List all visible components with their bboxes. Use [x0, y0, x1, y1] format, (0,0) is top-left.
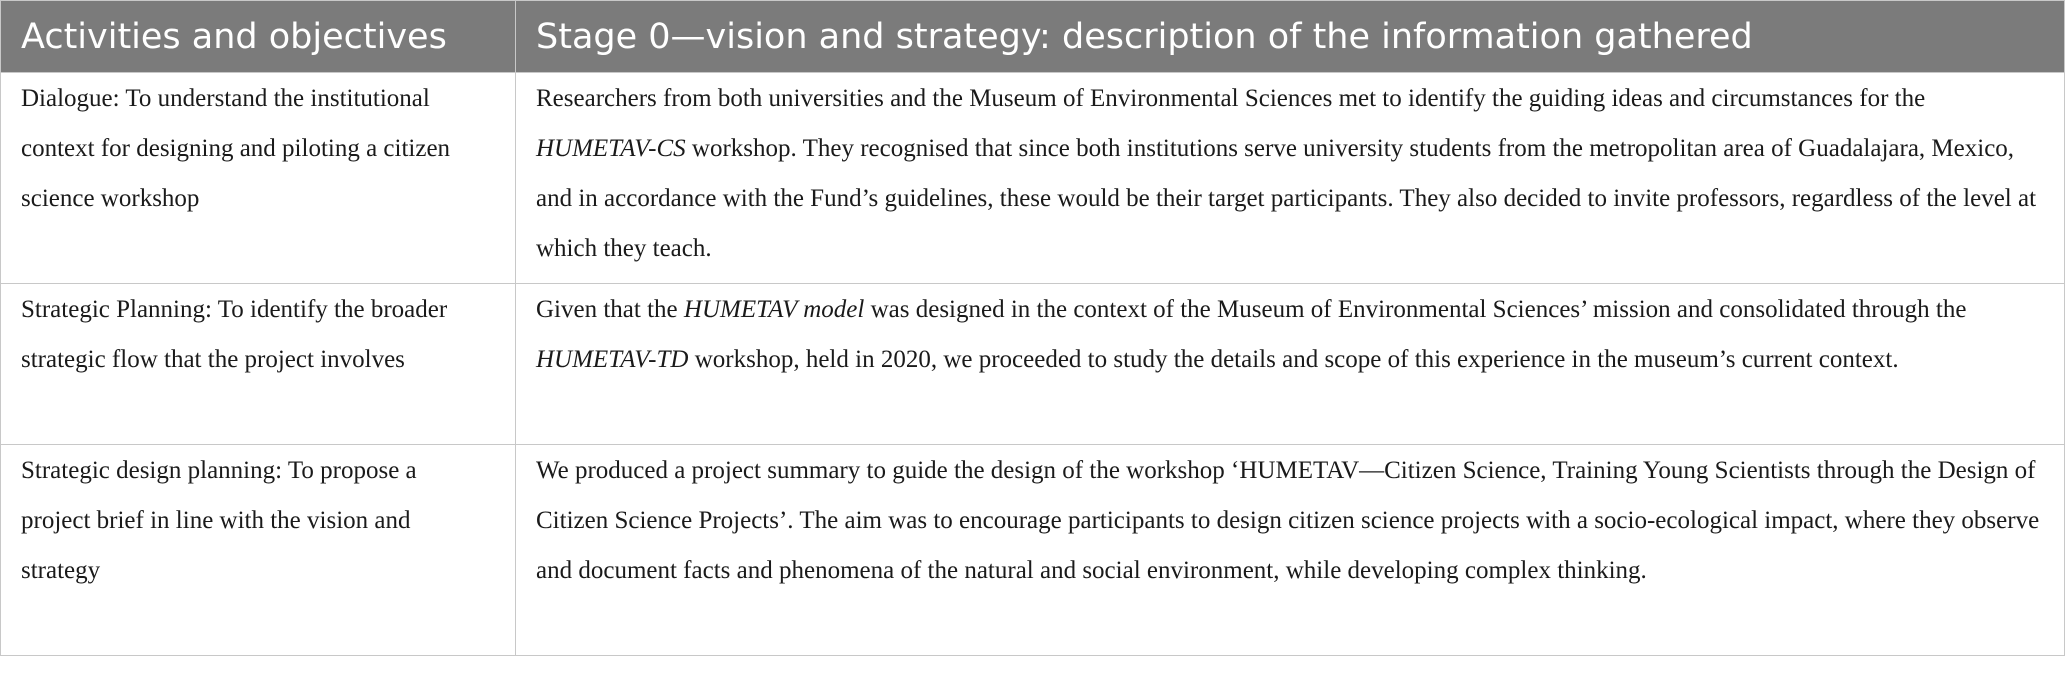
description-text: workshop. They recognised that since both institutions serve university students from the metropolitan area of Guadalajara, Mexico, and in accordance with the Fund’s guidelines, these would be their target participants. They also decided to invite professors, regardless of the level at which they teach.: [536, 135, 2037, 262]
description-cell: [516, 284, 2065, 445]
description-text: Researchers from both universities and the Museum of Environmental Sciences met to identify the guiding ideas and circumstances for the: [536, 85, 1926, 112]
workshop-name: HUMETAV-CS: [536, 135, 686, 162]
description-text: was designed in the context of the Museum of Environmental Sciences’ mission and consolidated through the: [864, 296, 1967, 323]
table-body: [1, 73, 2065, 656]
header-row: [1, 1, 2065, 73]
table-row: [1, 73, 2065, 284]
description-text: Given that the: [536, 296, 684, 323]
description-text: workshop, held in 2020, we proceeded to study the details and scope of this experience in the museum’s current context.: [688, 346, 1899, 373]
activity-cell: Strategic design planning: To propose a project brief in line with the vision and strategy: [1, 445, 516, 656]
activity-cell: Dialogue: To understand the institutional context for designing and piloting a citizen science workshop: [1, 73, 516, 284]
description-text: We produced a project summary to guide the design of the workshop ‘HUMETAV—Citizen Science, Training Young Scientists through the Design of Citizen Science Projects’. The aim was to encourage participants to design citizen science projects with a socio-ecological impact, where they observe and document facts and phenomena of the natural and social environment, while developing complex thinking.: [536, 457, 2040, 584]
table-header: [1, 1, 2065, 73]
description-cell: [516, 73, 2065, 284]
table-row: [1, 445, 2065, 656]
workshop-name: HUMETAV-TD: [536, 346, 689, 373]
activity-cell: Strategic Planning: To identify the broader strategic flow that the project involves: [1, 284, 516, 445]
model-name: HUMETAV model: [683, 296, 865, 323]
header-stage0-description: Stage 0—vision and strategy: description of the information gathered: [516, 1, 2065, 73]
table-row: [1, 284, 2065, 445]
description-cell: [516, 445, 2065, 656]
header-activities: Activities and objectives: [1, 1, 516, 73]
